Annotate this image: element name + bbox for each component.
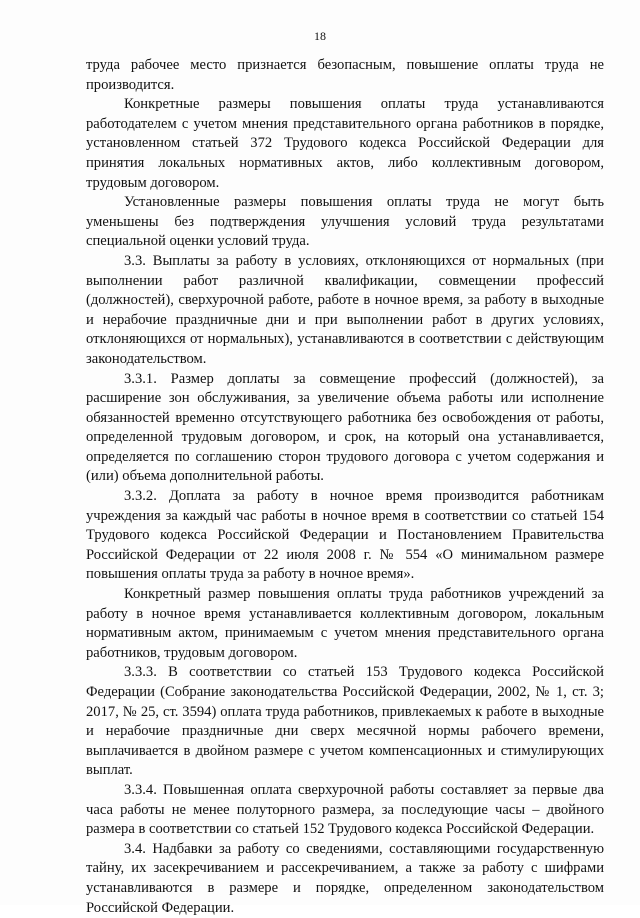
paragraph-increase-size: Конкретные размеры повышения оплаты труда устанавливаются работодателем с учетом мнения представительного органа работников в порядке, установленном статьей 372 Трудового кодекса Российской Федерации для принятия локальных нормативных актов, либо коллективным договором, трудовым договором. [86,96,604,191]
paragraph-night-work-size: Конкретный размер повышения оплаты труда работников учреждений за работу в ночное время устанавливается коллективным договором, локальным нормативным актом, принимаемым с учетом мнения представительного органа работников, трудовым договором. [86,586,604,661]
paragraph-3-3-3: 3.3.3. В соответствии со статьей 153 Трудового кодекса Российской Федерации (Собрание законодательства Российской Федерации, 2002, № 1, ст. 3; 2017, № 25, ст. 3594) оплата труда работников, привлекаемых к работе в выходные и нерабочие праздничные дни сверх месячной нормы рабочего времени, выплачивается в двойном размере с учетом компенсационных и стимулирующих выплат. [86,664,604,779]
paragraph-3-3: 3.3. Выплаты за работу в условиях, отклоняющихся от нормальных (при выполнении работ различной квалификации, совмещении профессий (должностей), сверхурочной работе, работе в ночное время, за работу в выходные и нерабочие праздничные дни и при выполнении работ в других условиях, отклоняющихся от нормальных), устанавливаются в соответствии с действующим законодательством. [86,252,604,367]
paragraph-3-3-2: 3.3.2. Доплата за работу в ночное время производится работникам учреждения за каждый час работы в ночное время в соответствии со статьей 154 Трудового кодекса Российской Федерации и Постановлением Правительства Российской Федерации от 22 июля 2008 г. № 554 «О минимальном размере повышения оплаты труда за работу в ночное время». [86,488,604,583]
paragraph-cannot-reduce: Установленные размеры повышения оплаты труда не могут быть уменьшены без подтверждения улучшения условий труда результатами специальной оценки условий труда. [86,194,604,250]
document-body [86,56,604,918]
paragraph-3-3-4: 3.3.4. Повышенная оплата сверхурочной работы составляет за первые два часа работы не менее полуторного размера, за последующие часы – двойного размера в соответствии со статьей 152 Трудового кодекса Российской Федерации. [86,781,604,838]
paragraph-3-4: 3.4. Надбавки за работу со сведениями, составляющими государственную тайну, их засекречиванием и рассекречиванием, а также за работу с шифрами устанавливаются в размере и порядке, определенном законодательством Российской Федерации. [86,840,604,916]
paragraph-continuation: труда рабочее место признается безопасным, повышение оплаты труда не производится. [86,57,604,93]
paragraph-3-3-1: 3.3.1. Размер доплаты за совмещение профессий (должностей), за расширение зон обслуживания, за увеличение объема работы или исполнение обязанностей временно отсутствующего работника без освобождения от работы, определенной трудовым договором, и срок, на который она устанавливается, определяется по соглашению сторон трудового договора с учетом содержания и (или) объема дополнительной работы. [86,370,604,485]
page-number: 18 [314,29,326,43]
